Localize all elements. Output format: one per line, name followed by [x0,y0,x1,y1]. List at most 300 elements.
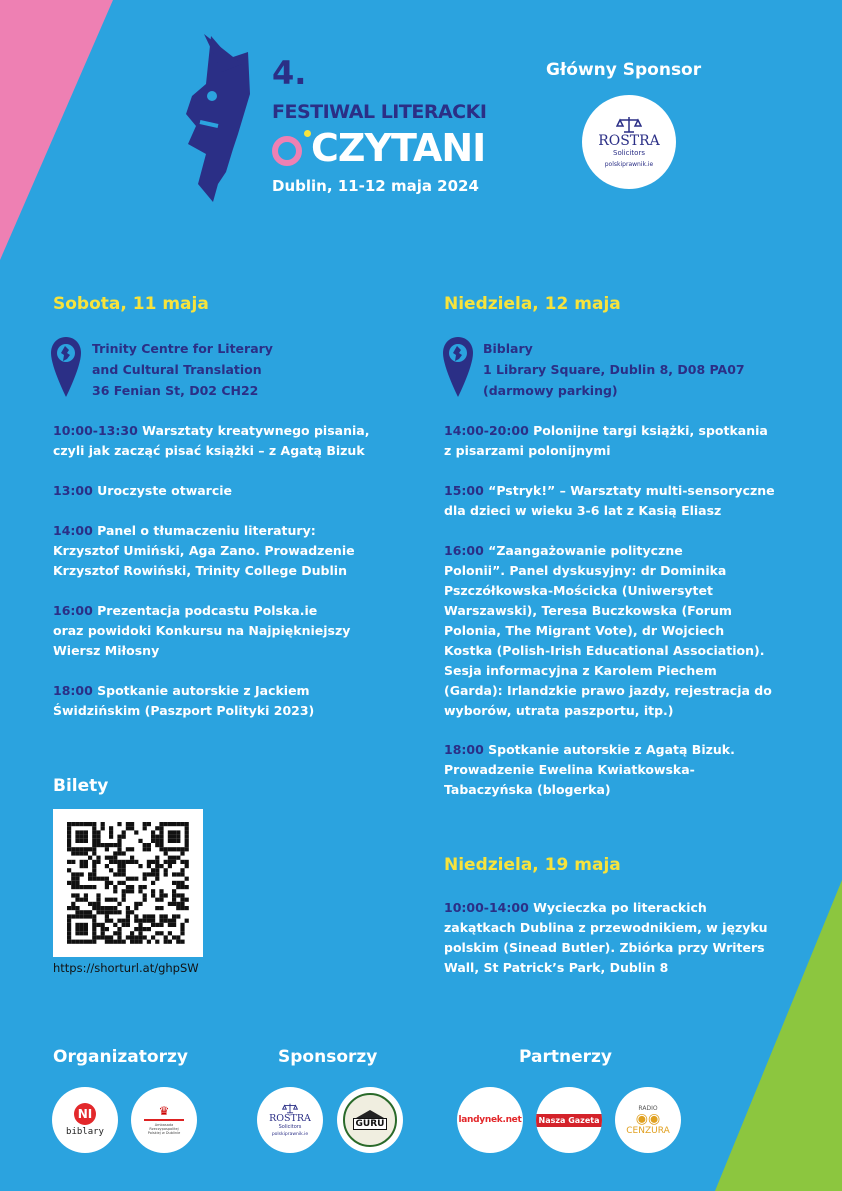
qr-module [75,893,79,897]
saturday-venue-line: Trinity Centre for Literary [92,341,273,356]
qr-module [185,860,189,864]
festival-name-dot [304,130,311,137]
qr-module [159,898,163,902]
sunday-title: Niedziela, 12 maja [444,294,621,314]
qr-module [113,889,117,893]
qr-module [80,847,84,851]
partners-title: Partnerzy [519,1047,612,1067]
qr-module [164,822,168,826]
qr-module [80,931,84,935]
embassy-name: Ambasada Rzeczypospolitej Polskiej w Dublinie [147,1123,181,1135]
sunday-event [444,421,819,461]
qr-module [151,860,155,864]
qr-module [105,940,109,944]
qr-module [164,935,168,939]
qr-module [75,910,79,914]
biblary-icon: NI [74,1103,96,1125]
qr-module [122,919,126,923]
radio-top: RADIO [638,1104,658,1112]
qr-module [151,935,155,939]
qr-module [75,914,79,918]
qr-module [164,940,168,944]
guru-name: GURU [353,1118,388,1130]
qr-module [71,906,75,910]
qr-module [176,839,180,843]
qr-module [105,864,109,868]
qr-module [147,919,151,923]
qr-module [92,868,96,872]
qr-module [117,835,121,839]
qr-module [143,843,147,847]
qr-module [109,843,113,847]
sunday-venue-line: 1 Library Square, Dublin 8, D08 PA07 [483,362,745,377]
qr-module [172,919,176,923]
qr-module [176,835,180,839]
qr-module [180,881,184,885]
tickets-url[interactable]: https://shorturl.at/ghpSW [53,961,199,975]
qr-module [80,940,84,944]
qr-module [84,931,88,935]
qr-module [96,935,100,939]
qr-module [71,902,75,906]
qr-module [134,877,138,881]
qr-module [122,898,126,902]
qr-module [75,835,79,839]
qr-module [84,860,88,864]
qr-module [172,902,176,906]
qr-module [185,847,189,851]
qr-module [164,893,168,897]
qr-module [88,940,92,944]
qr-module [168,822,172,826]
qr-module [151,889,155,893]
qr-module [75,923,79,927]
qr-module [155,860,159,864]
qr-module [105,910,109,914]
qr-module [134,927,138,931]
qr-module [147,940,151,944]
qr-module [105,898,109,902]
qr-module [155,868,159,872]
event-text: Prezentacja podcastu Polska.ie [92,603,318,618]
qr-module [105,927,109,931]
qr-module [180,822,184,826]
qr-module [147,822,151,826]
qr-module [80,835,84,839]
qr-module [164,872,168,876]
qr-module [134,830,138,834]
saturday-event [53,601,413,661]
qr-module [92,847,96,851]
qr-module [151,919,155,923]
qr-module [138,940,142,944]
qr-module [75,885,79,889]
qr-module [92,885,96,889]
qr-module [75,822,79,826]
event-time: 18:00 [53,683,93,698]
qr-module [130,935,134,939]
qr-module [96,830,100,834]
qr-module [168,830,172,834]
qr-module [117,940,121,944]
qr-module [130,940,134,944]
qr-module [176,856,180,860]
biblary-logo [52,1087,118,1153]
qr-module [155,856,159,860]
event-text: Warsztaty kreatywnego pisania, [137,423,370,438]
qr-module [126,877,130,881]
qr-module [143,919,147,923]
main-sponsor-sub: Solicitors [613,149,645,157]
qr-module [71,940,75,944]
qr-module [67,822,71,826]
qr-code[interactable] [53,809,203,957]
qr-module [109,898,113,902]
graduation-cap-icon [356,1110,384,1118]
qr-module [151,835,155,839]
qr-module [159,893,163,897]
qr-module [159,835,163,839]
qr-module [172,898,176,902]
festival-subtitle: FESTIWAL LITERACKI [272,101,487,123]
qr-module [168,864,172,868]
qr-module [88,822,92,826]
event-text-rest: zakątkach Dublina z przewodnikiem, w języku polskim (Sinead Butler). Zbiórka przy Writers Wall, St Patrick’s Park, Dublin 8 [444,920,768,975]
qr-module [84,923,88,927]
qr-module [126,919,130,923]
qr-module [143,935,147,939]
saturday-event [53,681,413,721]
qr-module [122,835,126,839]
qr-module [122,889,126,893]
qr-module [80,898,84,902]
qr-module [71,822,75,826]
qr-module [117,822,121,826]
qr-module [117,927,121,931]
qr-module [117,851,121,855]
qr-module [113,860,117,864]
event-text: Polonijne targi książki, spotkania [528,423,768,438]
qr-module [172,872,176,876]
event-text: “Pstryk!” – Warsztaty multi-sensoryczne [483,483,775,498]
qr-module [155,839,159,843]
sunday19-title: Niedziela, 19 maja [444,855,621,875]
qr-module [101,927,105,931]
qr-module [96,839,100,843]
saturday-venue-line: and Cultural Translation [92,362,262,377]
qr-module [176,830,180,834]
qr-module [109,860,113,864]
biblary-name: biblary [66,1127,104,1137]
qr-module [134,935,138,939]
qr-module [105,881,109,885]
qr-module [122,940,126,944]
qr-module [172,881,176,885]
main-sponsor-name: ROSTRA [598,133,660,149]
qr-module [155,898,159,902]
qr-module [71,851,75,855]
guru-emblem [343,1093,397,1147]
event-text-rest: dla dzieci w wieku 3-6 lat z Kasią Eliasz [444,503,722,518]
qr-module [138,902,142,906]
qr-module [172,914,176,918]
qr-module [117,935,121,939]
qr-module [84,835,88,839]
qr-module [168,835,172,839]
qr-module [88,902,92,906]
qr-module [185,822,189,826]
qr-module [172,839,176,843]
qr-module [126,860,130,864]
qr-module [147,860,151,864]
qr-module [180,931,184,935]
qr-module [126,885,130,889]
qr-module [155,826,159,830]
qr-module [172,847,176,851]
qr-module [109,830,113,834]
qr-module [134,902,138,906]
tickets-title: Bilety [53,776,109,796]
qr-module [113,923,117,927]
qr-module [176,885,180,889]
qr-module [147,927,151,931]
organizers-title: Organizatorzy [53,1047,188,1067]
qr-module [84,910,88,914]
qr-module [155,835,159,839]
qr-module [67,847,71,851]
rostra-name: ROSTRA [269,1113,311,1124]
qr-module [84,864,88,868]
rostra-sub: Solicitors [278,1124,302,1130]
qr-module [92,923,96,927]
qr-module [101,923,105,927]
qr-module [92,877,96,881]
qr-module [67,830,71,834]
qr-module [75,877,79,881]
rostra-logo [257,1087,323,1153]
qr-module [164,919,168,923]
qr-module [75,927,79,931]
event-text-rest: czyli jak zacząć pisać książki – z Agatą Bizuk [53,443,365,458]
qr-module [80,927,84,931]
event-text: “Zaangażowanie polityczne [483,543,683,558]
event-time: 14:00 [53,523,93,538]
qr-module [130,860,134,864]
qr-module [180,847,184,851]
qr-module [185,864,189,868]
qr-module [134,914,138,918]
qr-module [75,872,79,876]
qr-module [143,877,147,881]
qr-module [134,919,138,923]
saturday-venue-line: 36 Fenian St, D02 CH22 [92,383,259,398]
qr-module [176,872,180,876]
qr-module [122,893,126,897]
saturday-event [53,481,413,501]
qr-module [113,851,117,855]
qr-module [185,826,189,830]
qr-module [117,919,121,923]
qr-module [75,881,79,885]
qr-module [117,847,121,851]
qr-module [176,914,180,918]
qr-module [84,898,88,902]
qr-module [122,851,126,855]
qr-module [185,885,189,889]
qr-module [75,898,79,902]
qr-module [67,931,71,935]
qr-module [134,860,138,864]
qr-module [109,881,113,885]
qr-module [88,847,92,851]
qr-module [67,940,71,944]
qr-module [134,906,138,910]
qr-module [176,940,180,944]
nasza-gazeta-name: Nasza Gazeta [536,1114,602,1127]
qr-module [138,885,142,889]
landynek-name: landynek.net [458,1115,522,1125]
qr-module [126,847,130,851]
qr-module [105,843,109,847]
qr-module [126,935,130,939]
qr-module [75,940,79,944]
qr-module [109,910,113,914]
main-sponsor-logo [582,95,676,189]
event-text-rest: Krzysztof Umiński, Aga Zano. Prowadzenie Krzysztof Rowiński, Trinity College Dublin [53,543,355,578]
qr-module [159,889,163,893]
qr-module [151,839,155,843]
qr-module [122,868,126,872]
qr-module [151,830,155,834]
event-text: Uroczyste otwarcie [92,483,233,498]
qr-module [101,826,105,830]
qr-module [80,923,84,927]
qr-module [168,839,172,843]
main-sponsor-url: polskiprawnik.ie [604,161,654,168]
qr-module [117,860,121,864]
qr-module [180,851,184,855]
saturday-event [53,521,413,581]
qr-module [80,839,84,843]
qr-module [122,860,126,864]
qr-module [71,881,75,885]
qr-module [168,847,172,851]
qr-module [84,885,88,889]
qr-module [88,914,92,918]
qr-module [143,847,147,851]
qr-module [126,889,130,893]
qr-module [71,893,75,897]
qr-module [155,872,159,876]
qr-module [113,931,117,935]
qr-module [88,885,92,889]
qr-module [122,872,126,876]
qr-module [101,931,105,935]
qr-module [159,914,163,918]
event-text-rest: z pisarzami polonijnymi [444,443,611,458]
main-sponsor-heading: Główny Sponsor [546,60,702,80]
qr-module [105,914,109,918]
event-text-rest: Świdzińskim (Paszport Polityki 2023) [53,703,315,718]
qr-module [113,898,117,902]
qr-module [138,927,142,931]
qr-module [151,914,155,918]
sunday-venue [483,338,745,401]
qr-module [130,822,134,826]
qr-module [113,856,117,860]
qr-module [130,847,134,851]
qr-module [117,881,121,885]
qr-module [138,935,142,939]
location-pin-icon [443,337,473,397]
qr-module [138,864,142,868]
qr-module [67,914,71,918]
embassy-logo [131,1087,197,1153]
qr-module [92,851,96,855]
qr-module [117,910,121,914]
landynek-logo [457,1087,523,1153]
qr-module [84,839,88,843]
qr-module [113,872,117,876]
qr-module [180,940,184,944]
qr-module [151,881,155,885]
qr-module [143,885,147,889]
qr-module [138,931,142,935]
qr-module [147,864,151,868]
qr-module [180,885,184,889]
qr-module [130,931,134,935]
qr-module [92,927,96,931]
qr-module [101,843,105,847]
qr-module [122,881,126,885]
event-time: 13:00 [53,483,93,498]
qr-module [185,830,189,834]
qr-module [75,906,79,910]
qr-module [155,843,159,847]
radio-icon: ◉◉ [635,1110,661,1127]
qr-module [92,835,96,839]
qr-module [168,923,172,927]
event-text: Wycieczka po literackich [528,900,707,915]
qr-module [96,923,100,927]
qr-module [80,910,84,914]
qr-module [151,893,155,897]
qr-module [155,940,159,944]
event-text-rest: Polonii”. Panel dyskusyjny: dr Dominika Pszczółkowska-Mościcka (Uniwersytet Warszawski), Teresa Buczkowska (Forum Polonia, The Migrant Vote), dr Wojciech Kostka (Polish-Irish Educational Association). Sesja informacyjna z Karolem Piechem (Garda): Irlandzkie prawo jazdy, rejestracja do wyborów, utrata paszportu, itp.) [444,563,772,718]
saturday-title: Sobota, 11 maja [53,294,209,314]
qr-module [130,826,134,830]
sunday19-event [444,898,819,978]
qr-module [80,872,84,876]
qr-module [67,923,71,927]
qr-module [67,881,71,885]
qr-module [172,923,176,927]
qr-module [109,919,113,923]
qr-module [67,935,71,939]
qr-module [168,919,172,923]
event-text: Panel o tłumaczeniu literatury: [92,523,316,538]
qr-module [147,914,151,918]
qr-module [75,851,79,855]
sponsors-title: Sponsorzy [278,1047,378,1067]
qr-module [180,923,184,927]
qr-module [75,830,79,834]
qr-module [109,906,113,910]
qr-module [88,910,92,914]
qr-module [155,906,159,910]
qr-module [88,856,92,860]
qr-module [117,872,121,876]
